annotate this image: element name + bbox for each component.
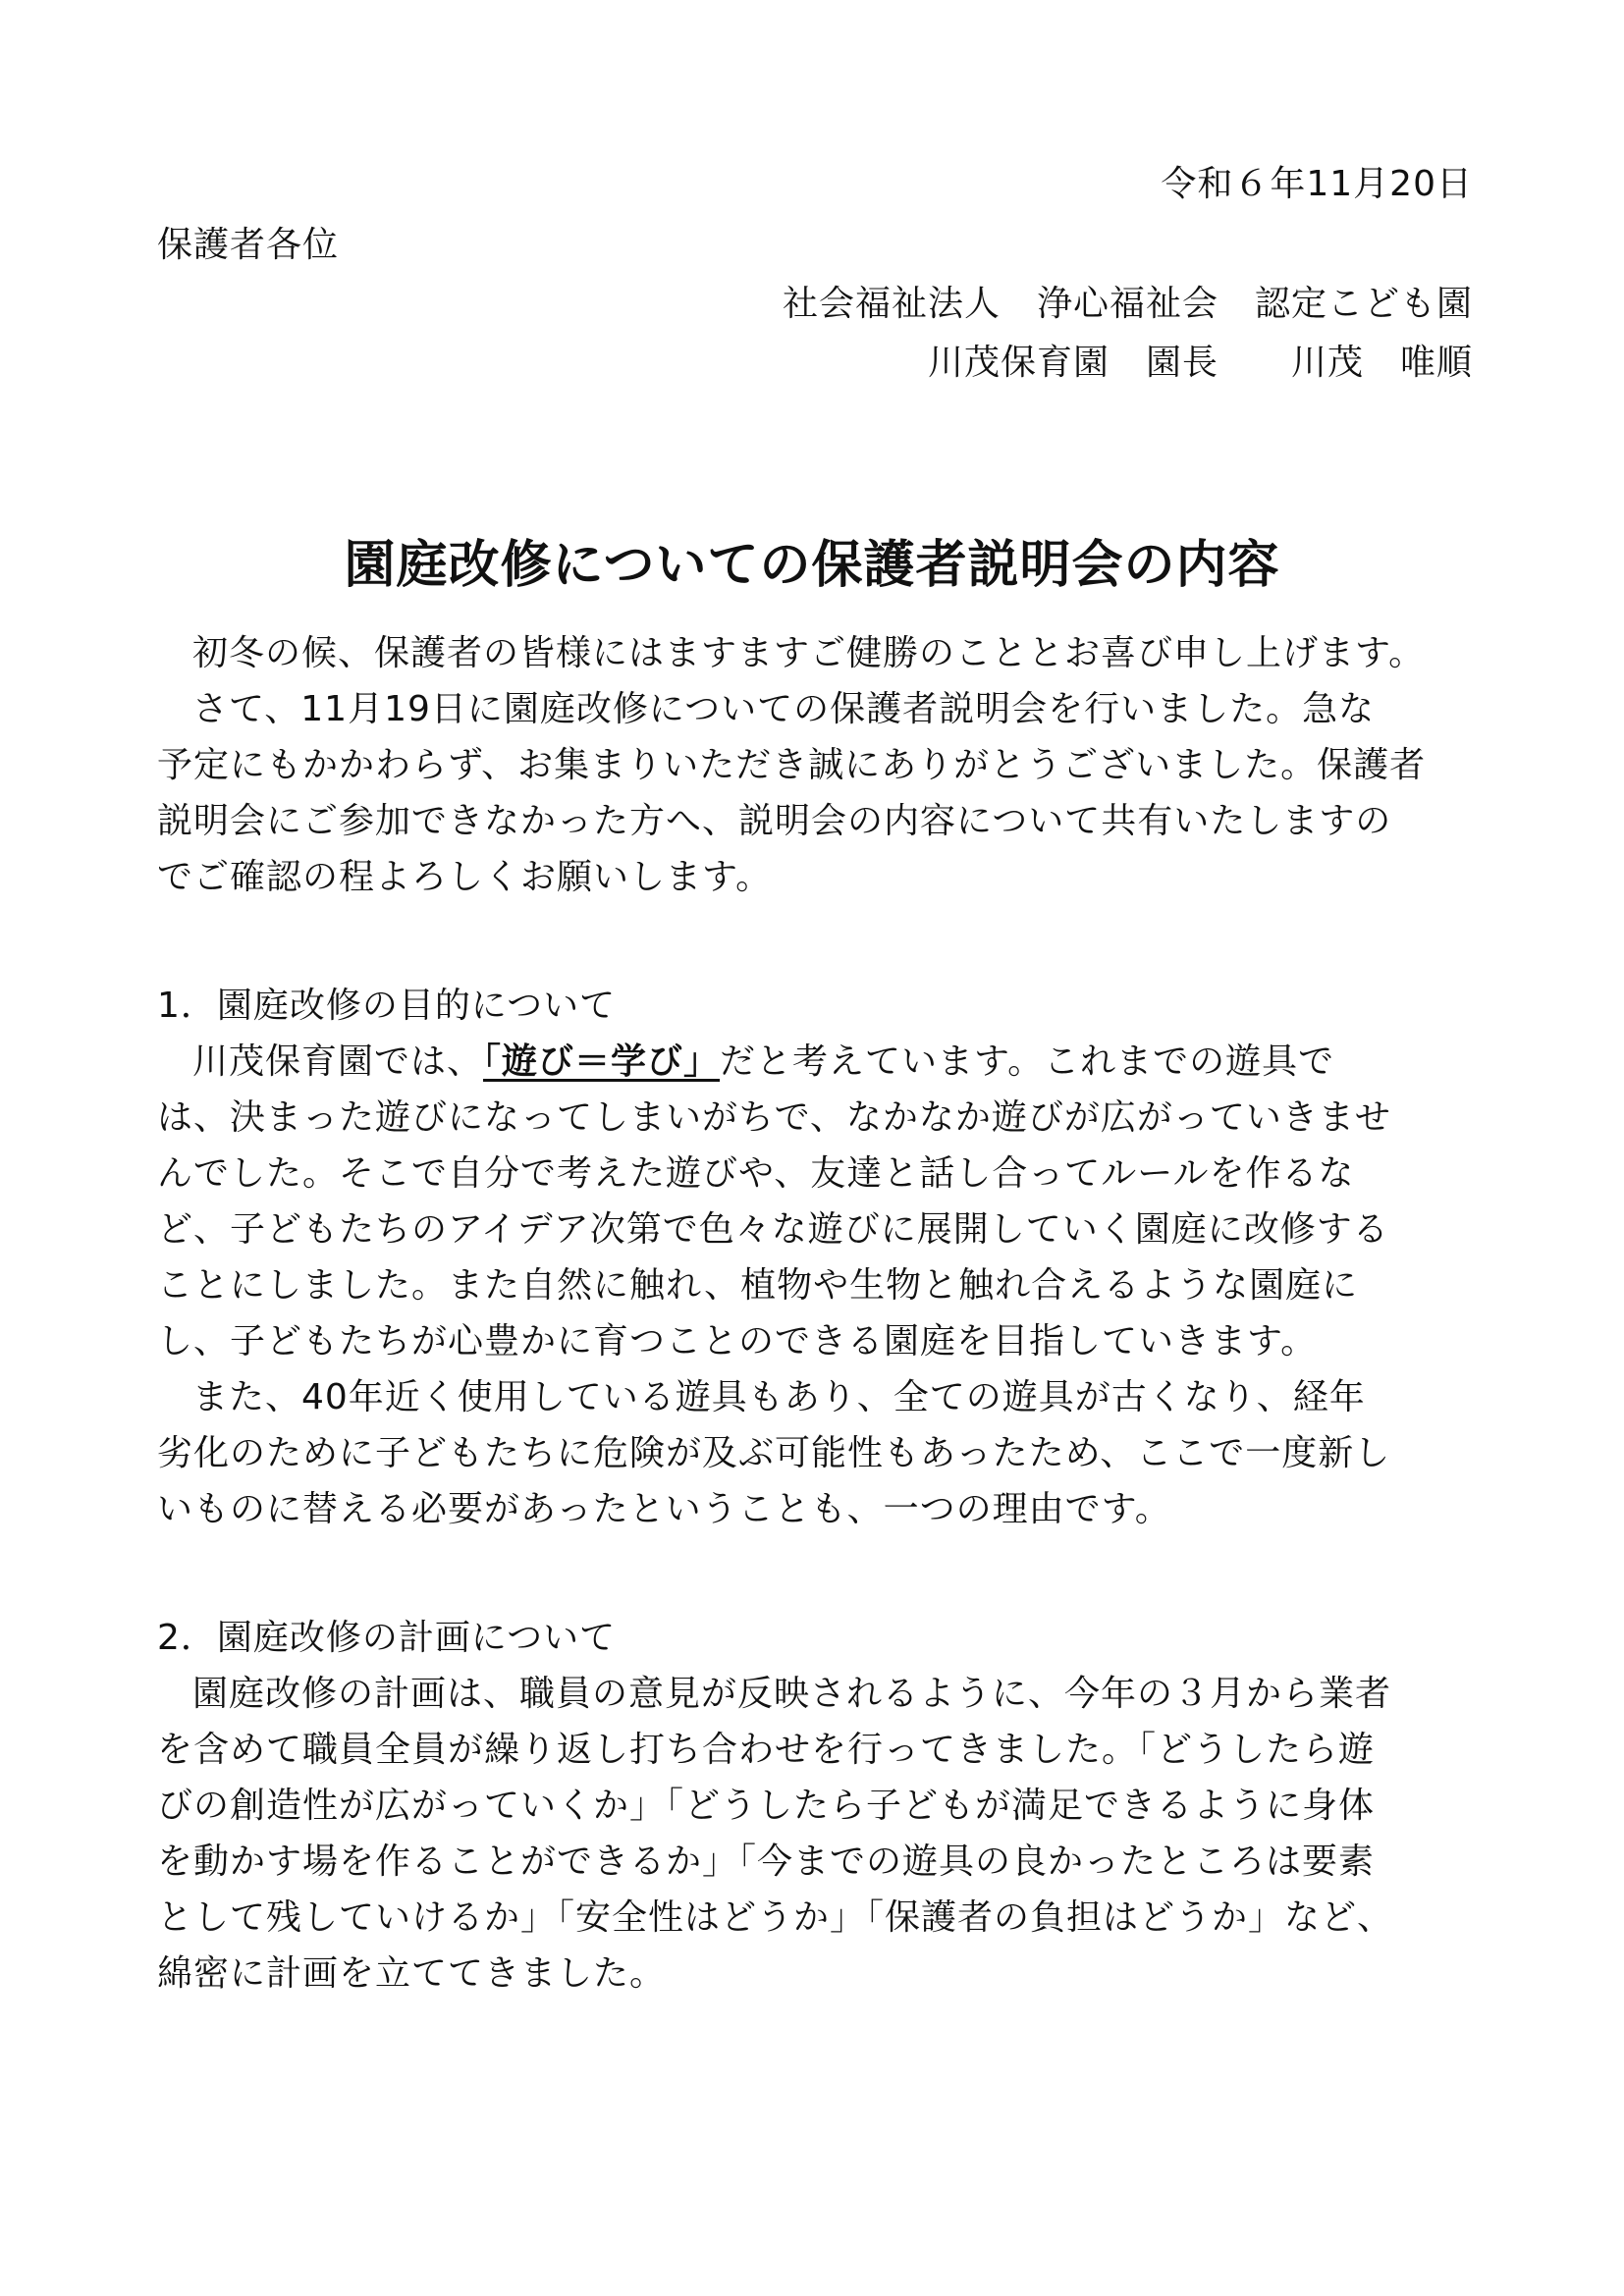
section-2-line-3: びの創造性が広がっていくか」「どうしたら子どもが満足できるように身体 — [157, 1786, 1376, 1826]
section-1-line-3: んでした。そこで自分で考えた遊びや、友達と話し合ってルールを作るな — [157, 1153, 1355, 1194]
section-1-line-2: は、決まった遊びになってしまいがちで、なかなか遊びが広がっていきませ — [157, 1097, 1391, 1138]
intro-line-5: でご確認の程よろしくお願いします。 — [157, 857, 773, 897]
document-date: 令和６年11月20日 — [1161, 164, 1473, 204]
section-2-line-2: を含めて職員全員が繰り返し打ち合わせを行ってきました。「どうしたら遊 — [157, 1730, 1376, 1770]
section-2-line-5: として残していけるか」「安全性はどうか」「保護者の負担はどうか」など、 — [157, 1897, 1394, 1938]
section-1-line-1-suffix: だと考えています。これまでの遊具で — [720, 1041, 1335, 1082]
section-2-line-1: 園庭改修の計画は、職員の意見が反映されるように、今年の３月から業者 — [192, 1674, 1392, 1714]
section-2-line-4: を動かす場を作ることができるか」「今までの遊具の良かったところは要素 — [157, 1842, 1376, 1882]
section-1-line-4: ど、子どもたちのアイデア次第で色々な遊びに展開していく園庭に改修する — [157, 1209, 1389, 1250]
section-1-line-1-prefix: 川茂保育園では、 — [192, 1041, 484, 1082]
recipient: 保護者各位 — [157, 225, 340, 265]
section-2-line-6: 綿密に計画を立ててきました。 — [157, 1953, 667, 1994]
intro-line-4: 説明会にご参加できなかった方へ、説明会の内容について共有いたしますの — [157, 801, 1392, 841]
section-1-line-9: いものに替える必要があったということも、一つの理由です。 — [157, 1489, 1171, 1529]
sender-organization: 社会福祉法人 浄心福祉会 認定こども園 — [782, 284, 1473, 324]
sender-name: 川茂保育園 園長 川茂 唯順 — [927, 343, 1473, 383]
section-1-line-6: し、子どもたちが心豊かに育つことのできる園庭を目指していきます。 — [157, 1321, 1318, 1362]
section-1-line-1 — [192, 1037, 1334, 1088]
emphasis-play-is-learning: 「遊び＝学び」 — [483, 1041, 721, 1082]
section-1-line-5: ことにしました。また自然に触れ、植物や生物と触れ合えるような園庭に — [157, 1265, 1359, 1306]
section-1-line-7: また、40年近く使用している遊具もあり、全ての遊具が古くなり、経年 — [192, 1377, 1366, 1417]
document-title: 園庭改修についての保護者説明会の内容 — [344, 536, 1280, 595]
intro-line-1: 初冬の候、保護者の皆様にはますますご健勝のこととお喜び申し上げます。 — [192, 633, 1426, 673]
intro-line-2: さて、11月19日に園庭改修についての保護者説明会を行いました。急な — [192, 689, 1376, 729]
section-1-heading: 1．園庭改修の目的について — [157, 986, 617, 1026]
section-2-heading: 2．園庭改修の計画について — [157, 1618, 617, 1658]
section-1-line-8: 劣化のために子どもたちに危険が及ぶ可能性もあったため、ここで一度新し — [157, 1433, 1391, 1473]
intro-line-3: 予定にもかかわらず、お集まりいただき誠にありがとうございました。保護者 — [157, 745, 1427, 785]
